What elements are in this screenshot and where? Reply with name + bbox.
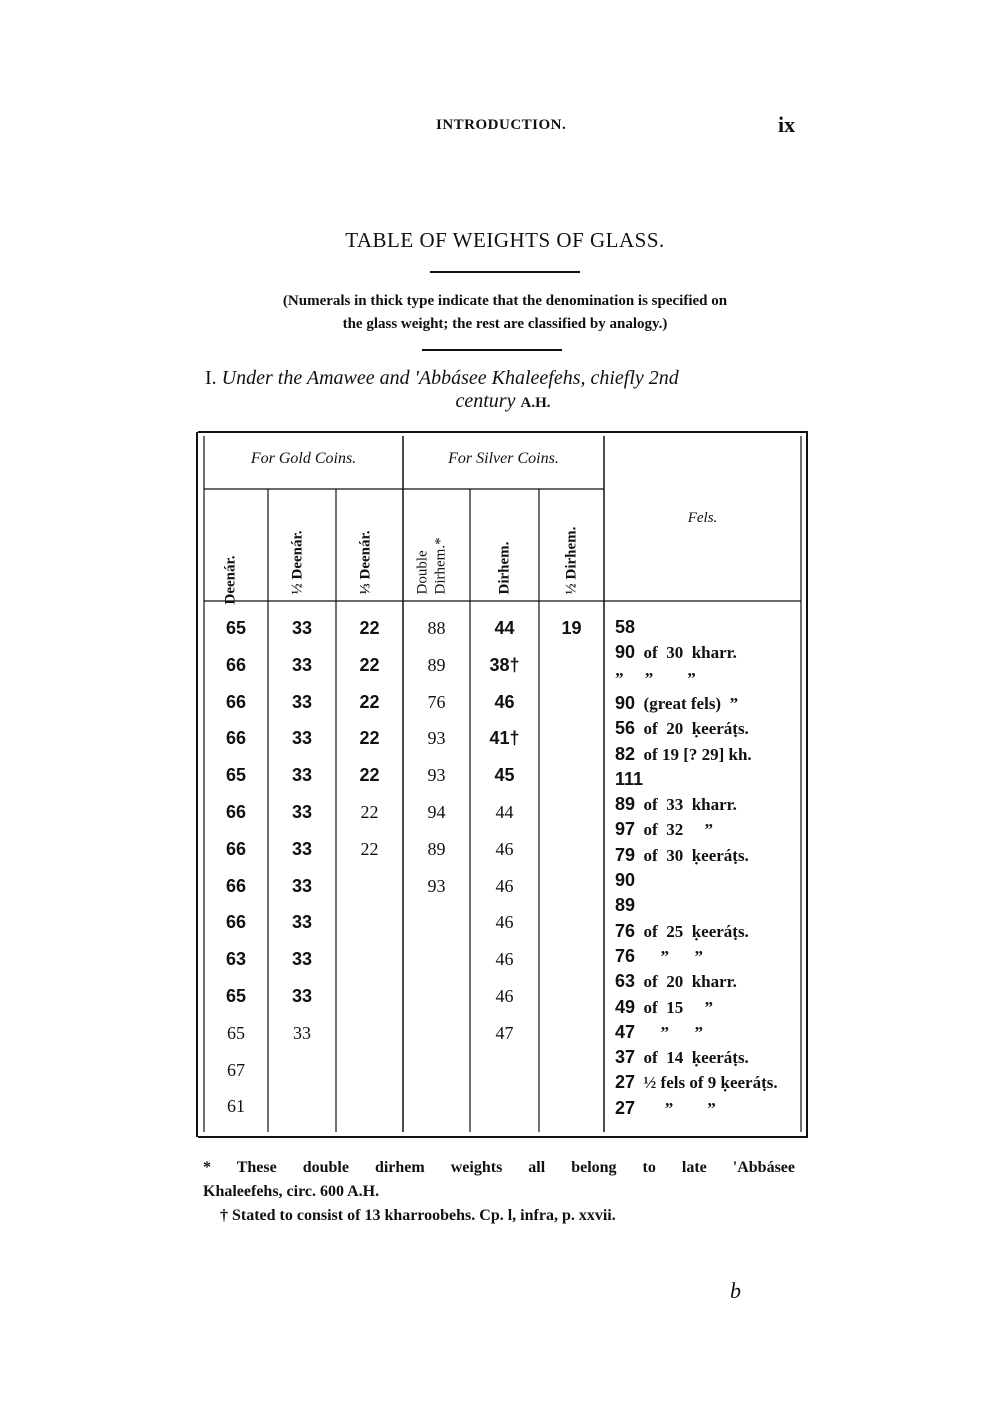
third-deenar-cell: 22	[359, 691, 380, 712]
note-line-1: (Numerals in thick type indicate that the denomination is specified on	[282, 293, 728, 309]
deenar-cell: 67	[227, 1059, 245, 1080]
deenar-cell: 66	[225, 875, 247, 896]
col-header-third-deenar: ⅓ Deenár.	[357, 530, 374, 595]
dirhem-cell: 46	[495, 949, 514, 970]
fels-value: 89	[615, 895, 636, 916]
deenar-cell: 65	[225, 986, 247, 1006]
fels-description	[635, 896, 644, 915]
dirhem-cell: 46	[495, 838, 514, 859]
fels-description: of 33 kharr.	[635, 795, 737, 815]
fels-description	[635, 871, 644, 890]
fels-entry	[615, 744, 752, 765]
fels-entry	[615, 693, 738, 714]
fels-description: (great fels) ”	[635, 693, 739, 713]
fels-description: of 20 kharr.	[635, 972, 737, 992]
fels-value: 37	[615, 1047, 636, 1068]
table-title: TABLE OF WEIGHTS OF GLASS.	[345, 228, 665, 252]
fels-value: 27	[615, 1097, 636, 1118]
deenar-cell: 66	[225, 838, 247, 859]
dirhem-cell: 46	[495, 912, 514, 933]
running-title: INTRODUCTION.	[436, 117, 567, 133]
double-dirhem-cell: 89	[427, 838, 446, 859]
fels-value: 89	[615, 794, 636, 815]
col-header-dirhem: Dirhem.	[496, 541, 513, 595]
fels-header: Fels.	[687, 510, 718, 526]
fels-entry	[615, 1098, 716, 1119]
fels-entry	[615, 921, 749, 942]
fels-entry	[615, 845, 749, 866]
third-deenar-cell: 22	[360, 802, 379, 822]
footnote-star-line-1: * These double dirhem weights all belong to late 'Abbásee	[203, 1159, 795, 1176]
fels-entry	[615, 997, 713, 1018]
dirhem-cell: 46	[495, 986, 514, 1006]
third-deenar-cell: 22	[359, 618, 380, 638]
fels-description: ” ”	[635, 946, 704, 966]
col-header-double-dirhem-1: Double	[414, 550, 431, 595]
fels-description: of 32 ”	[635, 820, 713, 840]
col-header-deenar: Deenár.	[222, 555, 239, 605]
fels-value: 27	[615, 1072, 636, 1093]
footnote-dagger: † Stated to consist of 13 kharroobehs. Cp. l, infra, p. xxvii.	[220, 1207, 616, 1224]
fels-value: 63	[615, 971, 636, 992]
fels-description: of 30 kharr.	[635, 643, 737, 663]
fels-entry	[615, 1072, 778, 1093]
dirhem-cell: 46	[494, 691, 515, 712]
fels-entry	[615, 668, 696, 689]
half-deenar-cell: 33	[291, 875, 313, 896]
fels-value: 47	[615, 1021, 636, 1042]
fels-entry	[615, 895, 644, 916]
half-dirhem-cell: 19	[561, 618, 582, 638]
fels-value: 76	[615, 920, 636, 941]
dirhem-cell: 45	[494, 765, 515, 786]
section-heading-line-1: Under the Amawee and 'Abbásee Khaleefehs, chiefly 2nd	[221, 367, 679, 389]
half-deenar-cell: 33	[291, 654, 313, 675]
footnote-star	[203, 1156, 795, 1204]
fels-entry	[615, 1047, 749, 1068]
fels-description: of 20 ḳeeráṭs.	[635, 719, 749, 739]
deenar-cell: 66	[225, 728, 247, 749]
fels-description: ½ fels of 9 ḳeeráṭs.	[635, 1073, 778, 1093]
group-silver-header: For Silver Coins.	[448, 450, 559, 467]
dirhem-cell: 38†	[489, 654, 520, 675]
third-deenar-cell: 22	[360, 838, 379, 859]
fels-description: of 15 ”	[635, 997, 713, 1017]
deenar-cell: 66	[225, 654, 247, 675]
double-dirhem-cell: 76	[427, 691, 446, 712]
fels-value: 58	[615, 617, 636, 637]
third-deenar-cell: 22	[359, 765, 380, 786]
third-deenar-cell: 22	[359, 654, 380, 675]
fels-entry	[615, 769, 652, 790]
half-deenar-cell: 33	[291, 838, 313, 859]
section-era: A.H.	[520, 395, 551, 411]
dirhem-cell: 44	[495, 802, 514, 822]
half-deenar-cell: 33	[291, 691, 313, 712]
deenar-cell: 63	[225, 949, 247, 970]
half-deenar-cell: 33	[291, 802, 313, 822]
fels-description: ” ”	[635, 1098, 716, 1118]
fels-value: 90	[615, 870, 636, 890]
fels-entry	[615, 971, 737, 992]
section-number: I.	[205, 367, 217, 389]
footnote-star-line-2: Khaleefehs, circ. 600 A.H.	[203, 1183, 380, 1200]
dirhem-cell: 47	[495, 1022, 514, 1043]
fels-entry	[615, 642, 737, 663]
double-dirhem-cell: 93	[427, 728, 446, 749]
note-line-2: the glass weight; the rest are classified by analogy.)	[342, 316, 668, 332]
fels-value: 76	[615, 945, 636, 966]
half-deenar-cell: 33	[291, 949, 313, 970]
col-header-double-dirhem-2: Dirhem.*	[432, 537, 449, 595]
half-deenar-cell: 33	[291, 728, 313, 749]
fels-value: 79	[615, 844, 636, 865]
fels-entry	[615, 819, 713, 840]
fels-description: of 25 ḳeeráṭs.	[635, 921, 749, 941]
fels-entry	[615, 794, 737, 815]
fels-description	[643, 770, 652, 789]
double-dirhem-cell: 88	[427, 618, 446, 638]
half-deenar-cell: 33	[293, 1022, 311, 1043]
double-dirhem-cell: 89	[427, 654, 446, 675]
fels-entry	[615, 718, 749, 739]
col-header-half-deenar: ½ Deenár.	[289, 530, 306, 595]
fels-description: of 14 ḳeeráṭs.	[635, 1048, 749, 1068]
fels-value: 49	[615, 996, 636, 1017]
dirhem-cell: 46	[495, 875, 514, 896]
fels-entry	[615, 617, 644, 638]
section-century: century	[455, 390, 516, 412]
page-number: ix	[778, 112, 796, 137]
fels-entry	[615, 1022, 703, 1043]
fels-description: of 19 [? 29] kh.	[635, 744, 752, 764]
fels-value: 97	[615, 819, 636, 840]
fels-description: ” ” ”	[615, 668, 696, 688]
deenar-cell: 66	[225, 691, 247, 712]
fels-entry	[615, 946, 703, 967]
half-deenar-cell: 33	[291, 912, 313, 933]
fels-value: 82	[615, 743, 636, 764]
fels-description: ” ”	[635, 1022, 704, 1042]
deenar-cell: 65	[225, 765, 247, 786]
double-dirhem-cell: 94	[427, 802, 446, 822]
signature-mark: b	[730, 1278, 741, 1303]
half-deenar-cell: 33	[291, 986, 313, 1006]
deenar-cell: 65	[225, 618, 247, 638]
deenar-cell: 61	[227, 1096, 245, 1117]
double-dirhem-cell: 93	[427, 875, 446, 896]
dirhem-cell: 44	[494, 618, 515, 638]
half-deenar-cell: 33	[291, 618, 313, 638]
fels-value: 90	[615, 642, 636, 663]
fels-description	[635, 618, 644, 637]
dirhem-cell: 41†	[489, 728, 520, 749]
fels-value: 90	[615, 692, 636, 713]
third-deenar-cell: 22	[359, 728, 380, 749]
deenar-cell: 65	[227, 1022, 245, 1043]
double-dirhem-cell: 93	[427, 765, 446, 786]
deenar-cell: 66	[225, 912, 247, 933]
fels-value: 56	[615, 718, 636, 739]
fels-entry	[615, 870, 644, 891]
group-gold-header: For Gold Coins.	[250, 450, 357, 467]
fels-description: of 30 ḳeeráṭs.	[635, 845, 749, 865]
fels-value: 111	[615, 768, 644, 789]
half-deenar-cell: 33	[291, 765, 313, 786]
col-header-half-dirhem: ½ Dirhem.	[563, 526, 580, 595]
deenar-cell: 66	[225, 802, 247, 822]
